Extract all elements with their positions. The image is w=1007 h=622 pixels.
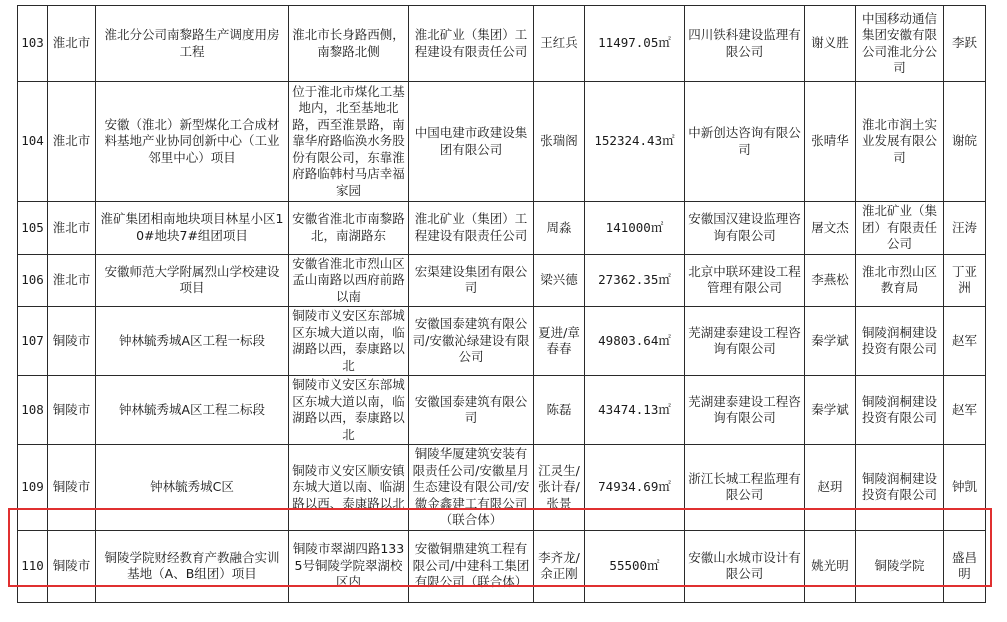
location-cell: 淮北市长身路西侧，南黎路北侧 bbox=[289, 6, 409, 82]
manager-cell: 张瑞阁 bbox=[534, 82, 585, 202]
table-row bbox=[18, 6, 986, 82]
area-cell: 74934.69㎡ bbox=[585, 445, 685, 531]
chief-supervisor-cell: 谢义胜 bbox=[805, 6, 856, 82]
project-name-cell: 铜陵学院财经教育产教融合实训基地（A、B组团）项目 bbox=[96, 530, 289, 602]
builder-cell: 淮北矿业（集团）工程建设有限责任公司 bbox=[409, 202, 534, 255]
city-cell: 淮北市 bbox=[48, 254, 96, 307]
manager-cell: 周淼 bbox=[534, 202, 585, 255]
owner-cell: 淮北市润土实业发展有限公司 bbox=[856, 82, 944, 202]
contact-cell: 谢皖 bbox=[944, 82, 986, 202]
supervisor-cell: 安徽国汉建设监理咨询有限公司 bbox=[685, 202, 805, 255]
project-name-cell: 安徽师范大学附属烈山学校建设项目 bbox=[96, 254, 289, 307]
table-row bbox=[18, 445, 986, 531]
row-number: 108 bbox=[18, 376, 48, 445]
city-cell: 淮北市 bbox=[48, 202, 96, 255]
chief-supervisor-cell: 姚光明 bbox=[805, 530, 856, 602]
table-row bbox=[18, 202, 986, 255]
project-table bbox=[17, 5, 986, 603]
project-name-cell: 淮矿集团相南地块项目林星小区10#地块7#组团项目 bbox=[96, 202, 289, 255]
contact-cell: 钟凯 bbox=[944, 445, 986, 531]
contact-cell: 赵军 bbox=[944, 307, 986, 376]
area-cell: 49803.64㎡ bbox=[585, 307, 685, 376]
owner-cell: 铜陵润桐建设投资有限公司 bbox=[856, 445, 944, 531]
supervisor-cell: 中新创达咨询有限公司 bbox=[685, 82, 805, 202]
area-cell: 55500㎡ bbox=[585, 530, 685, 602]
table-row bbox=[18, 307, 986, 376]
supervisor-cell: 芜湖建泰建设工程咨询有限公司 bbox=[685, 307, 805, 376]
area-cell: 43474.13㎡ bbox=[585, 376, 685, 445]
project-name-cell: 安徽（淮北）新型煤化工合成材料基地产业协同创新中心（工业邻里中心）项目 bbox=[96, 82, 289, 202]
location-cell: 安徽省淮北市南黎路北，南湖路东 bbox=[289, 202, 409, 255]
table-row bbox=[18, 530, 986, 602]
manager-cell: 李齐龙/余正刚 bbox=[534, 530, 585, 602]
supervisor-cell: 浙江长城工程监理有限公司 bbox=[685, 445, 805, 531]
supervisor-cell: 北京中联环建设工程管理有限公司 bbox=[685, 254, 805, 307]
location-cell: 安徽省淮北市烈山区孟山南路以西府前路以南 bbox=[289, 254, 409, 307]
chief-supervisor-cell: 赵玥 bbox=[805, 445, 856, 531]
location-cell: 铜陵市翠湖四路1335号铜陵学院翠湖校区内 bbox=[289, 530, 409, 602]
contact-cell: 盛昌明 bbox=[944, 530, 986, 602]
project-name-cell: 淮北分公司南黎路生产调度用房工程 bbox=[96, 6, 289, 82]
manager-cell: 江灵生/张计春/张景 bbox=[534, 445, 585, 531]
row-number: 109 bbox=[18, 445, 48, 531]
chief-supervisor-cell: 张晴华 bbox=[805, 82, 856, 202]
city-cell: 淮北市 bbox=[48, 82, 96, 202]
builder-cell: 铜陵华厦建筑安装有限责任公司/安徽星月生态建设有限公司/安徽金鑫建工有限公司（联合体） bbox=[409, 445, 534, 531]
location-cell: 铜陵市义安区顺安镇东城大道以南、临湖路以西、泰康路以北 bbox=[289, 445, 409, 531]
city-cell: 铜陵市 bbox=[48, 307, 96, 376]
row-number: 103 bbox=[18, 6, 48, 82]
row-number: 106 bbox=[18, 254, 48, 307]
area-cell: 141000㎡ bbox=[585, 202, 685, 255]
row-number: 105 bbox=[18, 202, 48, 255]
builder-cell: 安徽铜鼎建筑工程有限公司/中建科工集团有限公司（联合体） bbox=[409, 530, 534, 602]
contact-cell: 赵军 bbox=[944, 376, 986, 445]
contact-cell: 汪涛 bbox=[944, 202, 986, 255]
area-cell: 11497.05㎡ bbox=[585, 6, 685, 82]
chief-supervisor-cell: 秦学斌 bbox=[805, 376, 856, 445]
owner-cell: 铜陵润桐建设投资有限公司 bbox=[856, 307, 944, 376]
owner-cell: 中国移动通信集团安徽有限公司淮北分公司 bbox=[856, 6, 944, 82]
owner-cell: 淮北矿业（集团）有限责任公司 bbox=[856, 202, 944, 255]
city-cell: 铜陵市 bbox=[48, 445, 96, 531]
row-number: 107 bbox=[18, 307, 48, 376]
location-cell: 铜陵市义安区东部城区东城大道以南，临湖路以西，泰康路以北 bbox=[289, 307, 409, 376]
city-cell: 铜陵市 bbox=[48, 530, 96, 602]
table-row bbox=[18, 254, 986, 307]
project-name-cell: 钟林毓秀城A区工程二标段 bbox=[96, 376, 289, 445]
builder-cell: 中国电建市政建设集团有限公司 bbox=[409, 82, 534, 202]
city-cell: 铜陵市 bbox=[48, 376, 96, 445]
owner-cell: 铜陵学院 bbox=[856, 530, 944, 602]
location-cell: 位于淮北市煤化工基地内，北至基地北路，西至淮景路，南靠华府路临涣水务股份有限公司，东靠淮府路临韩村马店幸福家园 bbox=[289, 82, 409, 202]
owner-cell: 铜陵润桐建设投资有限公司 bbox=[856, 376, 944, 445]
area-cell: 152324.43㎡ bbox=[585, 82, 685, 202]
area-cell: 27362.35㎡ bbox=[585, 254, 685, 307]
contact-cell: 丁亚洲 bbox=[944, 254, 986, 307]
builder-cell: 安徽国泰建筑有限公司 bbox=[409, 376, 534, 445]
supervisor-cell: 四川铁科建设监理有限公司 bbox=[685, 6, 805, 82]
builder-cell: 淮北矿业（集团）工程建设有限责任公司 bbox=[409, 6, 534, 82]
manager-cell: 王红兵 bbox=[534, 6, 585, 82]
builder-cell: 安徽国泰建筑有限公司/安徽沁绿建设有限公司 bbox=[409, 307, 534, 376]
row-number: 110 bbox=[18, 530, 48, 602]
table-row bbox=[18, 82, 986, 202]
chief-supervisor-cell: 屠文杰 bbox=[805, 202, 856, 255]
project-name-cell: 钟林毓秀城A区工程一标段 bbox=[96, 307, 289, 376]
row-number: 104 bbox=[18, 82, 48, 202]
builder-cell: 宏渠建设集团有限公司 bbox=[409, 254, 534, 307]
contact-cell: 李跃 bbox=[944, 6, 986, 82]
supervisor-cell: 芜湖建泰建设工程咨询有限公司 bbox=[685, 376, 805, 445]
location-cell: 铜陵市义安区东部城区东城大道以南，临湖路以西，泰康路以北 bbox=[289, 376, 409, 445]
manager-cell: 陈磊 bbox=[534, 376, 585, 445]
chief-supervisor-cell: 李燕松 bbox=[805, 254, 856, 307]
owner-cell: 淮北市烈山区教育局 bbox=[856, 254, 944, 307]
project-name-cell: 钟林毓秀城C区 bbox=[96, 445, 289, 531]
manager-cell: 夏进/章春春 bbox=[534, 307, 585, 376]
manager-cell: 梁兴德 bbox=[534, 254, 585, 307]
city-cell: 淮北市 bbox=[48, 6, 96, 82]
table-row bbox=[18, 376, 986, 445]
chief-supervisor-cell: 秦学斌 bbox=[805, 307, 856, 376]
supervisor-cell: 安徽山水城市设计有限公司 bbox=[685, 530, 805, 602]
